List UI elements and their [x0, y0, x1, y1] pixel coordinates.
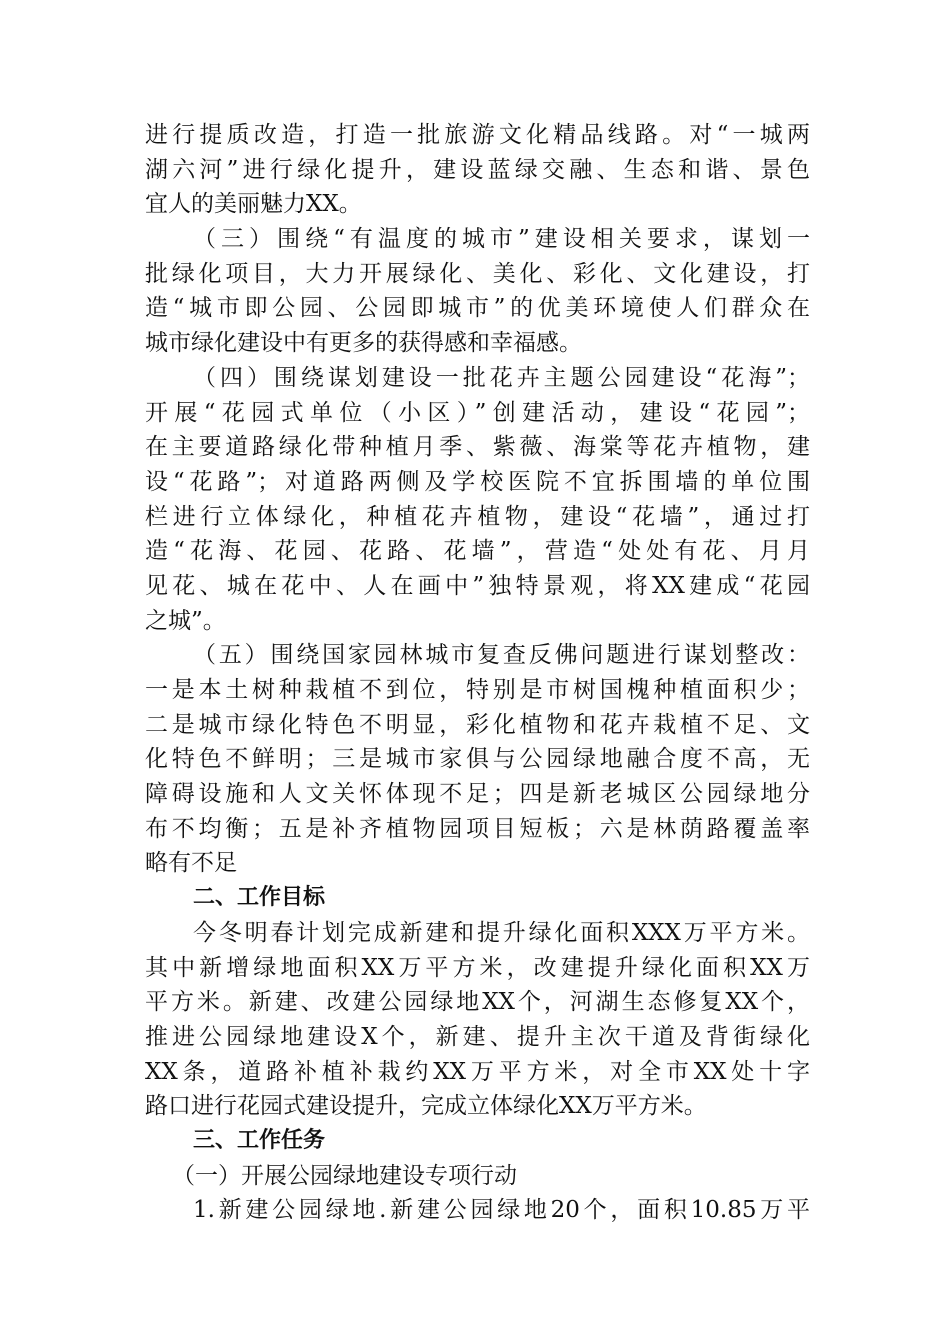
text-line: 略有不足 — [145, 850, 237, 877]
text-line: 造“花海、花园、花路、花墙”，营造“处处有花、月月 — [145, 538, 810, 565]
paragraph-three-start: （三）围绕“有温度的城市”建设相关要求，谋划一 — [193, 226, 810, 253]
text-line: 造“城市即公园、公园即城市”的优美环境使人们群众在 — [145, 295, 810, 322]
text-line: 见花、城在花中、人在画中”独特景观，将XX建成“花园 — [145, 572, 810, 599]
text-line: 路口进行花园式建设提升，完成立体绿化XX万平方米。 — [145, 1093, 707, 1120]
paragraph-goals-start: 今冬明春计划完成新建和提升绿化面积XXX万平方米。 — [193, 919, 810, 946]
text-line: 进行提质改造，打造一批旅游文化精品线路。对“一城两 — [145, 122, 810, 148]
text-line: 之城”。 — [145, 607, 226, 634]
text-line: 化特色不鲜明；三是城市家俱与公园绿地融合度不高，无 — [145, 746, 810, 773]
text-line: 平方米。新建、改建公园绿地XX个，河湖生态修复XX个， — [145, 989, 810, 1016]
paragraph-five-start: （五）围绕国家园林城市复查反佛问题进行谋划整改： — [193, 642, 810, 669]
text-line: 批绿化项目，大力开展绿化、美化、彩化、文化建设，打 — [145, 260, 810, 287]
paragraph-four-start: （四）围绕谋划建设一批花卉主题公园建设“花海”； — [193, 364, 810, 391]
text-line: 布不均衡；五是补齐植物园项目短板；六是林荫路覆盖率 — [145, 815, 810, 842]
text-line: 湖六河”进行绿化提升，建设蓝绿交融、生态和谐、景色 — [145, 156, 810, 183]
text-line: 推进公园绿地建设X个，新建、提升主次干道及背街绿化 — [145, 1023, 810, 1050]
text-line: XX条，道路补植补栽约XX万平方米，对全市XX处十字 — [145, 1058, 810, 1085]
section-heading-work-goals: 二、工作目标 — [193, 885, 326, 911]
section-heading-work-tasks: 三、工作任务 — [193, 1127, 326, 1153]
text-line: 设“花路”；对道路两侧及学校医院不宜拆围墙的单位围 — [145, 468, 810, 495]
document-page — [145, 118, 810, 1228]
text-line: 二是城市绿化特色不明显，彩化植物和花卉栽植不足、文 — [145, 711, 810, 738]
text-line: 在主要道路绿化带种植月季、紫薇、海棠等花卉植物，建 — [145, 434, 810, 461]
text-line: 城市绿化建设中有更多的获得感和幸福感。 — [145, 330, 582, 357]
subheading-park-action: （一）开展公园绿地建设专项行动 — [172, 1162, 517, 1189]
paragraph-task-one-start: 1.新建公园绿地.新建公园绿地20个，面积10.85万平 — [193, 1197, 810, 1224]
text-line: 障碍设施和人文关怀体现不足；四是新老城区公园绿地分 — [145, 781, 810, 808]
text-line: 宜人的美丽魅力XX。 — [145, 191, 362, 218]
text-line: 一是本土树种栽植不到位，特别是市树国槐种植面积少； — [145, 677, 810, 703]
text-line: 栏进行立体绿化，种植花卉植物，建设“花墙”，通过打 — [145, 503, 810, 530]
text-line: 其中新增绿地面积XX万平方米，改建提升绿化面积XX万 — [145, 954, 810, 981]
text-line: 开展“花园式单位（小区）”创建活动，建设“花园”； — [145, 399, 810, 426]
